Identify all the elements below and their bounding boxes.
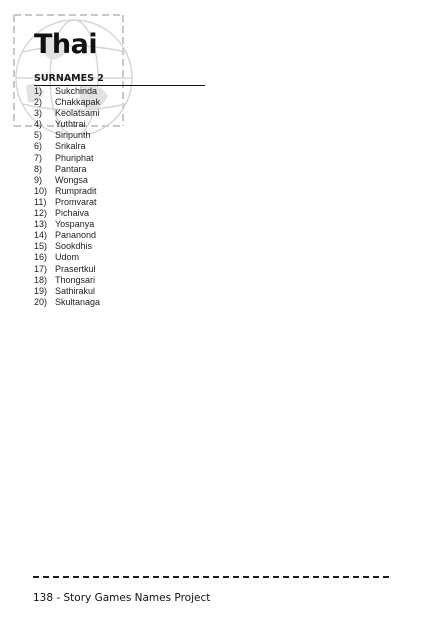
list-item-number: 7) (34, 152, 43, 163)
list-item-name: Keolatsami (55, 108, 100, 119)
list-item (34, 108, 100, 119)
list-item-name: Yospanya (55, 219, 95, 230)
list-item-number: 4) (34, 119, 43, 130)
list-item-name: Phuriphat (55, 152, 94, 163)
list-item-number: 17) (34, 263, 48, 274)
list-item-number: 10) (34, 185, 48, 196)
list-item-number: 8) (34, 163, 43, 174)
list-item-name: Prasertkul (55, 263, 96, 274)
footer-divider (33, 576, 389, 578)
list-item-name: Yuthtrai (55, 119, 86, 130)
list-item (34, 164, 100, 175)
list-item (34, 241, 100, 252)
list-item-number: 14) (34, 230, 48, 241)
list-item-name: Skultanaga (55, 296, 101, 307)
list-item-number: 13) (34, 219, 48, 230)
page-title: Thai (34, 29, 98, 60)
list-item-number: 20) (34, 296, 48, 307)
list-item-name: Sathirakul (55, 285, 96, 296)
list-item-number: 1) (34, 86, 43, 96)
list-item-name: Thongsari (55, 274, 96, 285)
list-item-number: 9) (34, 174, 43, 185)
list-item-name: Rumpradit (55, 185, 97, 196)
list-item-name: Siripunth (55, 130, 91, 141)
list-item (34, 230, 100, 241)
list-item-name: Udom (55, 252, 80, 263)
list-item (34, 297, 100, 308)
list-item-number: 16) (34, 252, 48, 263)
list-item-number: 5) (34, 130, 43, 141)
list-item-name: Chakkapak (55, 97, 101, 108)
list-item-number: 15) (34, 241, 48, 252)
list-item-number: 2) (34, 97, 43, 108)
list-item-number: 11) (34, 196, 47, 207)
list-item-name: Pananond (55, 230, 97, 241)
list-item (34, 197, 100, 208)
name-list (34, 86, 100, 308)
list-item-name: Wongsa (55, 174, 88, 185)
list-item (34, 264, 100, 275)
list-item-number: 6) (34, 141, 43, 152)
list-item (34, 275, 100, 286)
list-item-name: Pantara (55, 163, 87, 174)
list-item (34, 86, 100, 97)
list-item (34, 219, 100, 230)
list-item (34, 175, 100, 186)
list-item-name: Sookdhis (55, 241, 93, 252)
list-item (34, 186, 100, 197)
list-item (34, 286, 100, 297)
list-item-number: 12) (34, 208, 48, 219)
list-item (34, 208, 100, 219)
list-item (34, 97, 100, 108)
list-item (34, 153, 100, 164)
list-item (34, 141, 100, 152)
list-item-name: Sukchinda (55, 86, 98, 96)
list-item-name: Promvarat (55, 196, 97, 207)
list-item (34, 130, 100, 141)
list-item (34, 119, 100, 130)
list-item-number: 19) (34, 285, 48, 296)
list-item (34, 252, 100, 263)
page-footer: 138 - Story Games Names Project (33, 592, 211, 604)
list-item-name: Srikalra (55, 141, 86, 152)
list-item-name: Pichaiva (55, 208, 90, 219)
section-heading: SURNAMES 2 (34, 73, 205, 86)
list-item-number: 18) (34, 274, 48, 285)
list-item-number: 3) (34, 108, 43, 119)
